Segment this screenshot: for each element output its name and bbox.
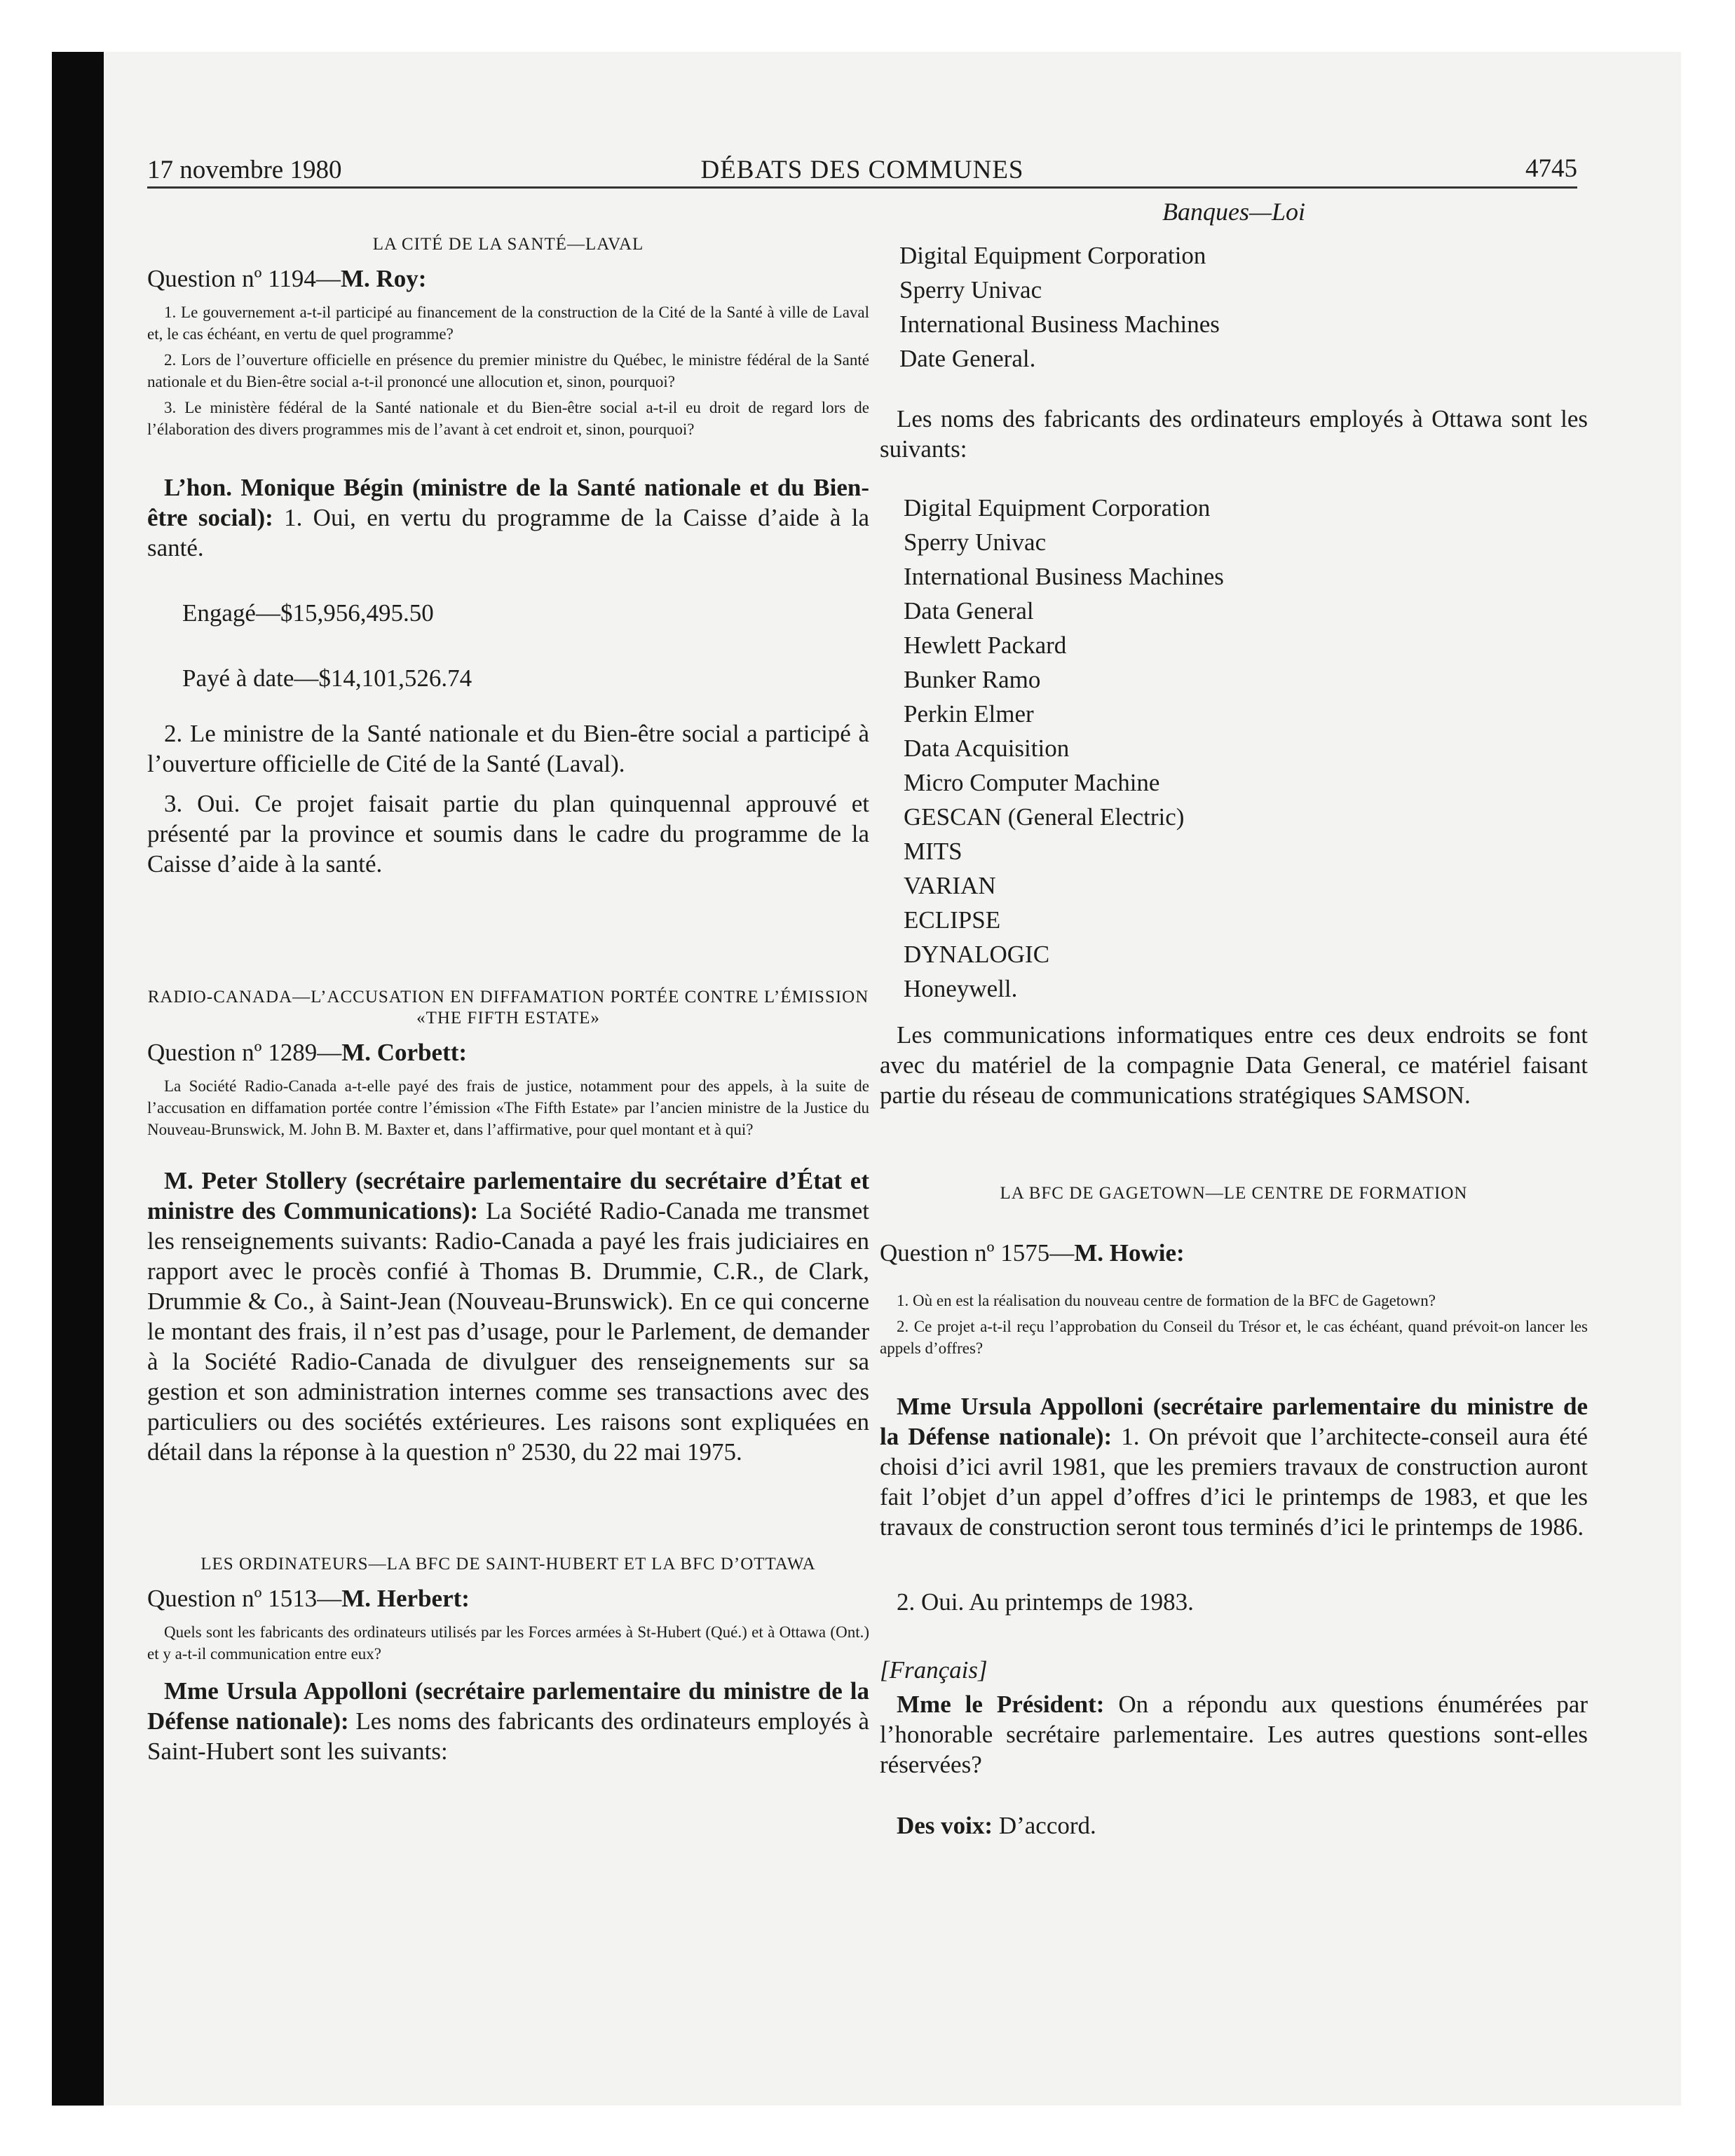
list-item: GESCAN (General Electric) [904,803,1185,831]
list-item: International Business Machines [904,563,1224,590]
list-item: Bunker Ramo [904,666,1041,693]
speaker-name: Des voix: [897,1812,993,1839]
spacer [147,628,869,663]
spacer [880,1789,1588,1810]
list-item: Date General. [899,345,1036,372]
speaker-name: L’hon. Monique Bégin (ministre de la Santé nationale et du Bien-être social): [147,474,869,531]
section-title: LA BFC DE GAGETOWN—LE CENTRE DE FORMATION [1000,1184,1468,1203]
question-heading [147,1037,869,1068]
section-gagetown [880,1183,1588,1617]
spacer [880,1276,1588,1290]
header-date: 17 novembre 1980 [147,156,342,184]
spacer [880,376,1588,404]
scan-binding-edge [52,52,104,2106]
language-marker: [Français] [880,1656,988,1684]
list-item: DYNALOGIC [904,941,1050,968]
section-radio-canada [147,987,869,1467]
answer-text: 1. On prévoit que l’architecte-conseil aura été choisi d’ici avril 1981, que les premiers travaux de construction auront fait l’objet d’un appel d’offres d’ici le printemps de 1983, et que les travaux de construction seront tous terminés d’ici le printemps de 1986. [880,1423,1588,1541]
left-column [147,196,869,1776]
question-heading [147,1583,869,1614]
answer-paragraph [880,1391,1588,1542]
question-text-1: 1. Où en est la réalisation du nouveau centre de formation de la BFC de Gagetown? [897,1292,1436,1309]
spacer [147,889,869,987]
amount-engaged: Engagé—$15,956,495.50 [182,599,434,627]
spacer [147,1669,869,1676]
list-item: Sperry Univac [899,276,1042,303]
page-header [147,147,1577,189]
answer-text: 1. Oui, en vertu du programme de la Caisse d’aide à la santé. [147,504,869,561]
spacer [880,1363,1588,1391]
list-item: Data Acquisition [904,735,1070,762]
communications-paragraph: Les communications informatiques entre ces deux endroits se font avec du matériel de la compagnie Data General, ce matériel faisant partie du réseau de communications stratégiques SAMSON. [880,1021,1588,1109]
question-member: M. Herbert: [341,1585,470,1612]
manufacturer-list-sthubert [880,238,1588,376]
president-paragraph [880,1689,1588,1780]
question-text-3: 3. Le ministère fédéral de la Santé nationale et du Bien-être social a-t-il eu droit de regard lors de l’élaboration des divers programmes mis de l’avant à cet endroit et, sinon, pourquoi? [147,399,869,438]
list-item: Hewlett Packard [904,632,1067,659]
answer-paragraph-2: 2. Le ministre de la Santé nationale et du Bien-être social a participé à l’ouverture officielle de Cité de la Santé (Laval). [147,720,869,777]
header-title: DÉBATS DES COMMUNES [700,156,1024,184]
answer-text: La Société Radio-Canada me transmet les renseignements suivants: Radio-Canada a payé les frais judiciaires en rapport avec le procès confié à Thomas B. Drummie, C.R., de Clark, Drummie & Co., à Saint-Jean (Nouveau-Brunswick). En ce qui concerne le montant des frais, il n’est pas d’usage, pour le Parlement, de demander à la Société Radio-Canada de divulguer des renseignements sur sa gestion et son administration internes comme ses transactions avec des particuliers ou des sociétés extérieures. Les raisons sont expliquées en détail dans la réponse à la question nº 2530, du 22 mai 1975. [147,1197,869,1466]
list-item: Digital Equipment Corporation [899,242,1206,269]
list-item: Digital Equipment Corporation [904,494,1211,521]
question-text-1: 1. Le gouvernement a-t-il participé au financement de la construction de la Cité de la Santé à ville de Laval et, le cas échéant, en vertu de quel programme? [147,303,869,343]
right-column [880,196,1588,1850]
speaker-text: D’accord. [993,1812,1096,1839]
list-item: Perkin Elmer [904,700,1034,728]
answer-paragraph [147,1676,869,1766]
spacer [880,1213,1588,1238]
answer-paragraph [147,1166,869,1467]
speaker-name: Mme Ursula Appolloni (secrétaire parlementaire du ministre de la Défense nationale): [880,1393,1588,1450]
question-text: La Société Radio-Canada a-t-elle payé des frais de justice, notamment pour des appels, à la suite de l’accusation en diffamation portée contre l’émission «The Fifth Estate» par l’ancien ministre de la Justice du Nouveau-Brunswick, M. John B. M. Baxter et, dans l’affirmative, pour quel montant et à qui? [147,1077,869,1138]
question-number: Question nº 1194— [147,265,341,292]
section-cite-sante [147,196,869,879]
running-head: Banques—Loi [1162,198,1305,226]
spacer [880,1552,1588,1587]
question-member: M. Corbett: [341,1039,468,1066]
header-page-number: 4745 [1525,154,1577,183]
section-title: LES ORDINATEURS—LA BFC DE SAINT-HUBERT ET LA BFC D’OTTAWA [200,1555,816,1574]
question-number: Question nº 1513— [147,1585,342,1612]
speaker-name: M. Peter Stollery (secrétaire parlementaire du secrétaire d’État et ministre des Communications): [147,1167,869,1224]
amount-paid: Payé à date—$14,101,526.74 [182,664,472,692]
spacer [880,1120,1588,1183]
speaker-text: On a répondu aux questions énumérées par l’honorable secrétaire parlementaire. Les autres questions sont-elles réservées? [880,1691,1588,1778]
question-heading [880,1238,1588,1269]
speaker-name: Mme Ursula Appolloni (secrétaire parlementaire du ministre de la Défense nationale): [147,1677,869,1735]
list-item: Micro Computer Machine [904,769,1160,796]
question-member: M. Roy: [340,265,427,292]
section-title: LA CITÉ DE LA SANTÉ—LAVAL [372,235,644,254]
question-member: M. Howie: [1074,1239,1185,1267]
answer-paragraph-2: 2. Oui. Au printemps de 1983. [897,1588,1194,1616]
question-heading [147,264,869,294]
section-title: RADIO-CANADA—L’ACCUSATION EN DIFFAMATION PORTÉE CONTRE L’ÉMISSION «THE FIFTH ESTATE» [147,988,869,1028]
list-item: Data General [904,597,1034,625]
ottawa-intro: Les noms des fabricants des ordinateurs employés à Ottawa sont les suivants: [880,405,1588,463]
manufacturer-list-ottawa [880,491,1588,1006]
list-item: International Business Machines [899,311,1220,338]
spacer [880,1627,1588,1655]
question-text-2: 2. Lors de l’ouverture officielle en présence du premier ministre du Québec, le ministre fédéral de la Santé nationale et du Bien-être social a-t-il prononcé une allocution et, sinon, pourquoi? [147,351,869,390]
section-ordinateurs [147,1554,869,1766]
spacer [880,474,1588,491]
question-number: Question nº 1289— [147,1039,342,1066]
answer-paragraph-3: 3. Oui. Ce projet faisait partie du plan quinquennal approuvé et présenté par la province et soumis dans le cadre du programme de la Caisse d’aide à la santé. [147,790,869,878]
answer-text: Les noms des fabricants des ordinateurs employés à Saint-Hubert sont les suivants: [147,1707,869,1765]
list-item: Honeywell. [904,975,1018,1002]
spacer [147,1145,869,1166]
question-text: Quels sont les fabricants des ordinateurs utilisés par les Forces armées à St-Hubert (Qué.) et à Ottawa (Ont.) et y a-t-il communication entre eux? [147,1623,869,1663]
spacer [147,573,869,598]
answer-paragraph [147,472,869,563]
spacer [147,1477,869,1554]
spacer [147,196,869,234]
question-text-2: 2. Ce projet a-t-il reçu l’approbation du Conseil du Trésor et, le cas échéant, quand prévoit-on lancer les appels d’offres? [880,1318,1588,1357]
list-item: ECLIPSE [904,906,1001,934]
spacer [880,1006,1588,1020]
speaker-name: Mme le Président: [897,1691,1105,1718]
list-item: Sperry Univac [904,528,1047,556]
spacer [147,693,869,718]
list-item: MITS [904,838,962,865]
spacer [147,444,869,472]
question-number: Question nº 1575— [880,1239,1075,1267]
voices-paragraph [880,1810,1588,1841]
list-item: VARIAN [904,872,996,899]
